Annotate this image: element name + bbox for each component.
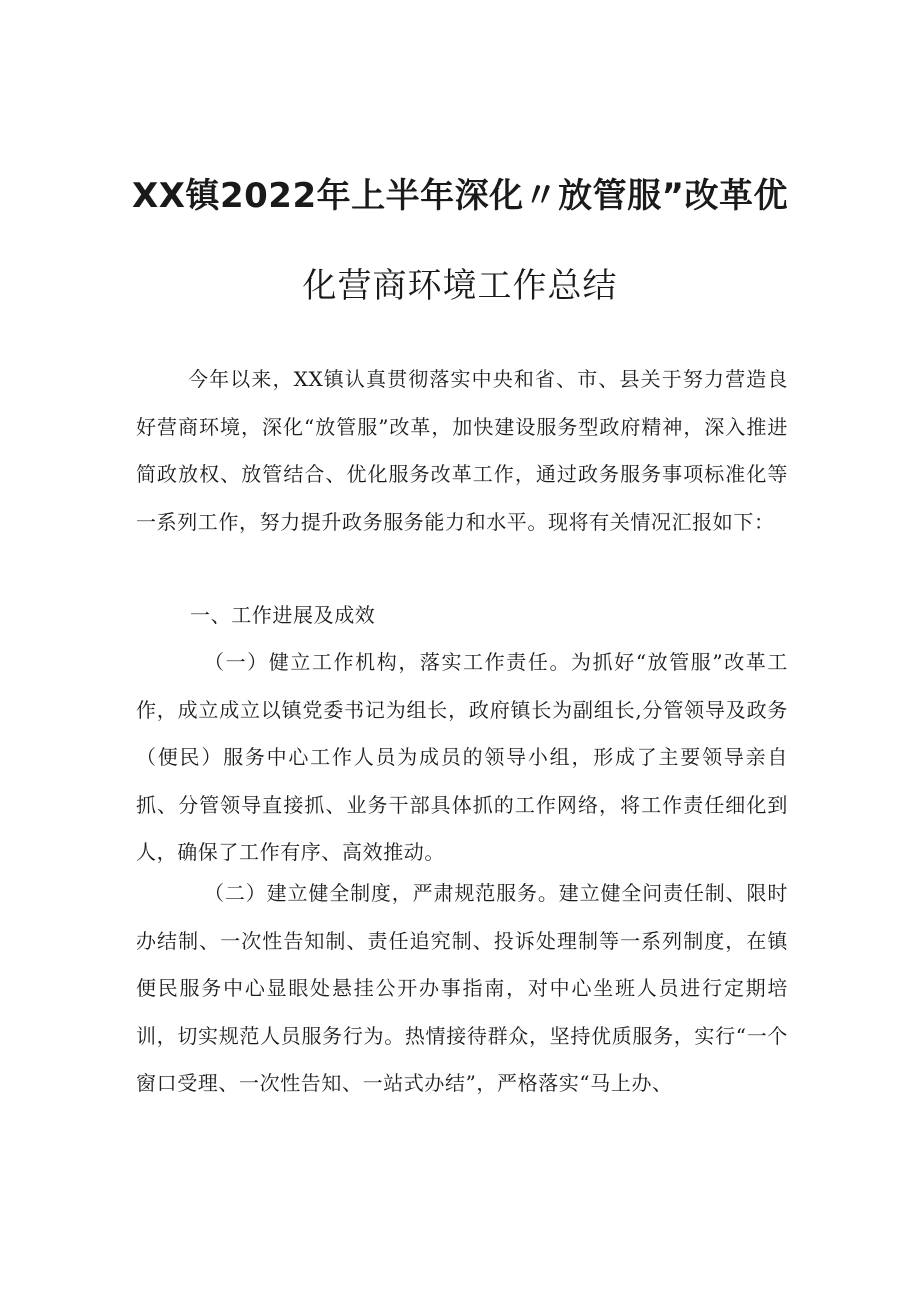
section-heading: 一、工作进展及成效 <box>190 603 376 627</box>
paragraph-system-rules: （二）建立健全制度，严肃规范服务。建立健全问责任制、限时办结制、一次性告知制、责任追究制、投诉处理制等一系列制度，在镇便民服务中心显眼处悬挂公开办事指南，对中心坐班人员进行定期培训，切实规范人员服务行为。热情接待群众，坚持优质服务，实行“一个窗口受理、一次性告知、一站式办结”，严格落实“马上办、 <box>136 881 788 1095</box>
paragraph-work-organization: （一）健立工作机构，落实工作责任。为抓好“放管服”改革工作，成立成立以镇党委书记为组长，政府镇长为副组长,分管领导及政务（便民）服务中心工作人员为成员的领导小组，形成了主要领导亲自抓、分管领导直接抓、业务干部具体抓的工作网络，将工作责任细化到人，确保了工作有序、高效推动。 <box>136 650 788 864</box>
document-title-line-2: 化营商环境工作总结 <box>302 266 618 306</box>
document-title-line-1: XX镇2022年上半年深化〃放管服”改革优 <box>132 176 788 216</box>
intro-paragraph: 今年以来，XX镇认真贯彻落实中央和省、市、县关于努力营造良好营商环境，深化“放管服”改革，加快建设服务型政府精神，深入推进简政放权、放管结合、优化服务改革工作，通过政务服务事项标准化等一系列工作，努力提升政务服务能力和水平。现将有关情况汇报如下： <box>136 367 788 534</box>
